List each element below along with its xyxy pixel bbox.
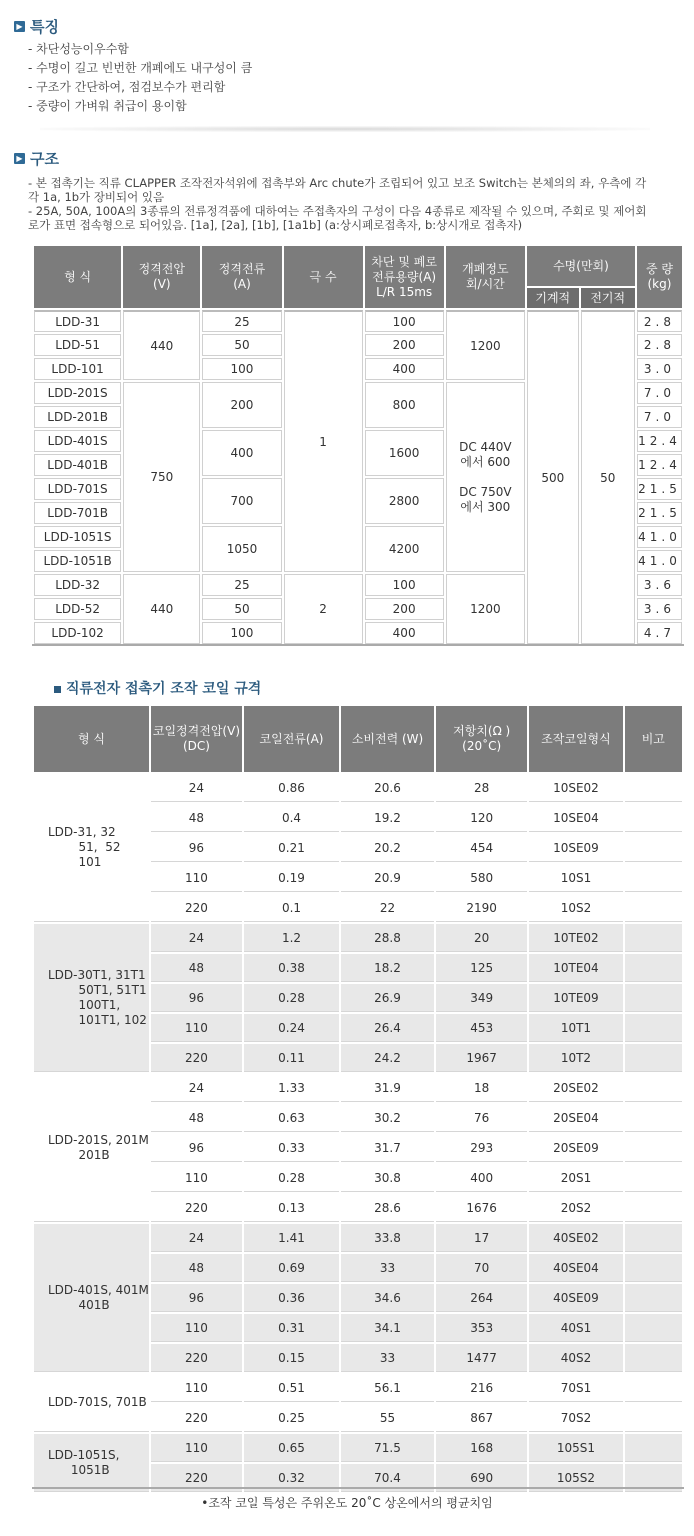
coil-type-cell: 10TE02 [529, 924, 622, 952]
poles-cell: 1 [284, 310, 363, 572]
coil-current-cell: 1.41 [244, 1224, 339, 1252]
coil-current-cell: 0.11 [244, 1044, 339, 1072]
coil-type-cell: 40SE02 [529, 1224, 622, 1252]
coil-current-cell: 0.21 [244, 834, 339, 862]
coil-voltage-cell: 220 [151, 1404, 242, 1432]
coil-current-cell: 0.28 [244, 984, 339, 1012]
features-heading [14, 16, 59, 37]
coil-note-cell [625, 864, 682, 892]
header-life-mech: 기계적 [527, 288, 579, 308]
coil-voltage-cell: 220 [151, 1344, 242, 1372]
features-title: 특징 [30, 18, 59, 36]
coil-type-cell: 10TE09 [529, 984, 622, 1012]
coil-current-cell: 0.1 [244, 894, 339, 922]
weight-cell: 3.6 [637, 598, 682, 620]
coil-voltage-cell: 220 [151, 1044, 242, 1072]
model-cell: LDD-701S [34, 478, 121, 500]
coil-voltage-cell: 110 [151, 1374, 242, 1402]
current-cell: 25 [202, 574, 281, 596]
bullet-arrow-icon: ▶ [14, 21, 25, 32]
coil-type-cell: 20SE02 [529, 1074, 622, 1102]
coil-model-cell: LDD-1051S, 1051B [34, 1434, 149, 1492]
current-cell: 50 [202, 334, 281, 356]
header-life: 수명(만회) [527, 246, 635, 286]
coil-header-current: 코일전류(A) [244, 706, 339, 772]
current-cell: 1050 [202, 526, 281, 572]
coil-voltage-cell: 96 [151, 834, 242, 862]
coil-note-cell [625, 1314, 682, 1342]
model-cell: LDD-1051S [34, 526, 121, 548]
coil-resistance-cell: 867 [436, 1404, 527, 1432]
coil-type-cell: 10TE04 [529, 954, 622, 982]
weight-cell: 3.6 [637, 574, 682, 596]
coil-note-cell [625, 1434, 682, 1462]
breaking-cell: 200 [365, 334, 444, 356]
coil-resistance-cell: 580 [436, 864, 527, 892]
coil-voltage-cell: 110 [151, 1164, 242, 1192]
coil-resistance-cell: 1967 [436, 1044, 527, 1072]
model-cell: LDD-51 [34, 334, 121, 356]
spec-table [32, 244, 684, 646]
section-divider [40, 126, 650, 132]
feature-item: - 수명이 길고 빈번한 개폐에도 내구성이 큼 [28, 61, 253, 75]
coil-power-cell: 20.9 [341, 864, 434, 892]
current-cell: 100 [202, 622, 281, 644]
coil-footnote: •조작 코일 특성은 주위온도 20˚C 상온에서의 평균치임 [201, 1496, 493, 1510]
features-list [28, 40, 252, 116]
header-voltage: 정격전압 (V) [123, 246, 200, 308]
current-cell: 400 [202, 430, 281, 476]
header-model: 형 식 [34, 246, 121, 308]
coil-type-cell: 40SE04 [529, 1254, 622, 1282]
coil-note-cell [625, 1014, 682, 1042]
coil-type-cell: 105S1 [529, 1434, 622, 1462]
coil-resistance-cell: 20 [436, 924, 527, 952]
coil-voltage-cell: 110 [151, 1014, 242, 1042]
feature-item: - 구조가 간단하여, 점검보수가 편리함 [28, 80, 226, 94]
coil-note-cell [625, 804, 682, 832]
coil-type-cell: 105S2 [529, 1464, 622, 1492]
coil-resistance-cell: 400 [436, 1164, 527, 1192]
feature-item: - 중량이 가벼워 취급이 용이함 [28, 99, 187, 113]
coil-current-cell: 0.51 [244, 1374, 339, 1402]
coil-type-cell: 40SE09 [529, 1284, 622, 1312]
coil-voltage-cell: 24 [151, 774, 242, 802]
coil-power-cell: 28.8 [341, 924, 434, 952]
coil-type-cell: 20S2 [529, 1194, 622, 1222]
breaking-cell: 2800 [365, 478, 444, 524]
table-bottom-rule [32, 1487, 684, 1489]
coil-power-cell: 55 [341, 1404, 434, 1432]
weight-cell: 7.0 [637, 406, 682, 428]
coil-resistance-cell: 454 [436, 834, 527, 862]
coil-type-cell: 70S2 [529, 1404, 622, 1432]
coil-current-cell: 1.33 [244, 1074, 339, 1102]
coil-current-cell: 0.31 [244, 1314, 339, 1342]
structure-paragraph: - 본 접촉기는 직류 CLAPPER 조작전자석위에 접촉부와 Arc chute가 조립되어 있고 보조 Switch는 본체의의 좌, 우측에 각각 1a, 1b가 장비되어 있음 [28, 176, 647, 204]
coil-type-cell: 10T1 [529, 1014, 622, 1042]
coil-model-cell: LDD-701S, 701B [34, 1374, 149, 1432]
coil-type-cell: 70S1 [529, 1374, 622, 1402]
coil-table-row [34, 1224, 682, 1252]
coil-power-cell: 26.9 [341, 984, 434, 1012]
weight-cell: 12.4 [637, 430, 682, 452]
model-cell: LDD-401S [34, 430, 121, 452]
coil-current-cell: 0.65 [244, 1434, 339, 1462]
voltage-cell: 440 [123, 574, 200, 644]
coil-power-cell: 19.2 [341, 804, 434, 832]
coil-current-cell: 0.28 [244, 1164, 339, 1192]
model-cell: LDD-102 [34, 622, 121, 644]
coil-resistance-cell: 76 [436, 1104, 527, 1132]
coil-resistance-cell: 28 [436, 774, 527, 802]
coil-table-row [34, 774, 682, 802]
coil-resistance-cell: 690 [436, 1464, 527, 1492]
coil-current-cell: 0.15 [244, 1344, 339, 1372]
coil-power-cell: 18.2 [341, 954, 434, 982]
current-cell: 700 [202, 478, 281, 524]
coil-power-cell: 34.6 [341, 1284, 434, 1312]
breaking-cell: 800 [365, 382, 444, 428]
coil-current-cell: 0.69 [244, 1254, 339, 1282]
breaking-cell: 4200 [365, 526, 444, 572]
model-cell: LDD-32 [34, 574, 121, 596]
coil-type-cell: 20SE04 [529, 1104, 622, 1132]
coil-resistance-cell: 1676 [436, 1194, 527, 1222]
voltage-cell: 440 [123, 310, 200, 380]
coil-header-resistance: 저항치(Ω ) (20˚C) [436, 706, 527, 772]
weight-cell: 2.8 [637, 334, 682, 356]
coil-voltage-cell: 48 [151, 804, 242, 832]
current-cell: 100 [202, 358, 281, 380]
coil-power-cell: 70.4 [341, 1464, 434, 1492]
frequency-cell: DC 440V 에서 600 DC 750V 에서 300 [446, 382, 525, 572]
coil-note-cell [625, 1104, 682, 1132]
model-cell: LDD-701B [34, 502, 121, 524]
coil-current-cell: 0.13 [244, 1194, 339, 1222]
coil-note-cell [625, 1374, 682, 1402]
coil-resistance-cell: 125 [436, 954, 527, 982]
coil-current-cell: 0.4 [244, 804, 339, 832]
weight-cell: 12.4 [637, 454, 682, 476]
coil-note-cell [625, 1344, 682, 1372]
coil-current-cell: 1.2 [244, 924, 339, 952]
current-cell: 200 [202, 382, 281, 428]
coil-header-coil-type: 조작코일형식 [529, 706, 622, 772]
model-cell: LDD-31 [34, 310, 121, 332]
coil-note-cell [625, 954, 682, 982]
coil-voltage-cell: 96 [151, 1284, 242, 1312]
coil-current-cell: 0.24 [244, 1014, 339, 1042]
breaking-cell: 1600 [365, 430, 444, 476]
current-cell: 25 [202, 310, 281, 332]
coil-resistance-cell: 1477 [436, 1344, 527, 1372]
coil-resistance-cell: 264 [436, 1284, 527, 1312]
coil-voltage-cell: 24 [151, 1074, 242, 1102]
coil-power-cell: 71.5 [341, 1434, 434, 1462]
header-current: 정격전류 (A) [202, 246, 281, 308]
breaking-cell: 200 [365, 598, 444, 620]
coil-note-cell [625, 1404, 682, 1432]
coil-table-row [34, 1074, 682, 1102]
coil-type-cell: 40S1 [529, 1314, 622, 1342]
coil-note-cell [625, 1074, 682, 1102]
coil-voltage-cell: 96 [151, 984, 242, 1012]
coil-model-cell: LDD-31, 32 51, 52 101 [34, 774, 149, 922]
life-elec-cell: 50 [581, 310, 635, 644]
coil-type-cell: 10T2 [529, 1044, 622, 1072]
weight-cell: 7.0 [637, 382, 682, 404]
coil-power-cell: 56.1 [341, 1374, 434, 1402]
coil-voltage-cell: 220 [151, 1194, 242, 1222]
coil-power-cell: 33 [341, 1344, 434, 1372]
structure-title: 구조 [30, 150, 59, 168]
coil-voltage-cell: 220 [151, 894, 242, 922]
model-cell: LDD-52 [34, 598, 121, 620]
coil-current-cell: 0.36 [244, 1284, 339, 1312]
coil-current-cell: 0.38 [244, 954, 339, 982]
coil-power-cell: 28.6 [341, 1194, 434, 1222]
coil-voltage-cell: 96 [151, 1134, 242, 1162]
coil-resistance-cell: 293 [436, 1134, 527, 1162]
breaking-cell: 100 [365, 574, 444, 596]
coil-voltage-cell: 24 [151, 924, 242, 952]
coil-resistance-cell: 17 [436, 1224, 527, 1252]
weight-cell: 4.7 [637, 622, 682, 644]
coil-voltage-cell: 220 [151, 1464, 242, 1492]
breaking-cell: 400 [365, 622, 444, 644]
header-poles: 극 수 [284, 246, 363, 308]
coil-type-cell: 10SE04 [529, 804, 622, 832]
coil-type-cell: 10SE02 [529, 774, 622, 802]
coil-note-cell [625, 1254, 682, 1282]
coil-power-cell: 31.9 [341, 1074, 434, 1102]
coil-type-cell: 20SE09 [529, 1134, 622, 1162]
header-weight: 중 량 (kg) [637, 246, 682, 308]
coil-note-cell [625, 1284, 682, 1312]
coil-voltage-cell: 24 [151, 1224, 242, 1252]
coil-power-cell: 30.8 [341, 1164, 434, 1192]
poles-cell: 2 [284, 574, 363, 644]
coil-table-title [54, 678, 261, 698]
current-cell: 50 [202, 598, 281, 620]
coil-note-cell [625, 1044, 682, 1072]
coil-type-cell: 10S1 [529, 864, 622, 892]
coil-resistance-cell: 120 [436, 804, 527, 832]
coil-resistance-cell: 216 [436, 1374, 527, 1402]
weight-cell: 21.5 [637, 478, 682, 500]
coil-header-power: 소비전력 (W) [341, 706, 434, 772]
coil-resistance-cell: 353 [436, 1314, 527, 1342]
coil-resistance-cell: 453 [436, 1014, 527, 1042]
structure-description [28, 176, 648, 232]
coil-resistance-cell: 2190 [436, 894, 527, 922]
coil-current-cell: 0.32 [244, 1464, 339, 1492]
breaking-cell: 400 [365, 358, 444, 380]
coil-table-row [34, 924, 682, 952]
coil-current-cell: 0.19 [244, 864, 339, 892]
coil-voltage-cell: 48 [151, 1104, 242, 1132]
square-bullet-icon [54, 686, 61, 693]
header-breaking: 차단 및 폐로 전류용량(A) L/R 15ms [365, 246, 444, 308]
coil-model-cell: LDD-401S, 401M 401B [34, 1224, 149, 1372]
coil-resistance-cell: 18 [436, 1074, 527, 1102]
coil-note-cell [625, 1194, 682, 1222]
bullet-arrow-icon: ▶ [14, 153, 25, 164]
coil-note-cell [625, 834, 682, 862]
coil-power-cell: 22 [341, 894, 434, 922]
coil-note-cell [625, 1134, 682, 1162]
coil-current-cell: 0.25 [244, 1404, 339, 1432]
weight-cell: 2.8 [637, 310, 682, 332]
coil-current-cell: 0.33 [244, 1134, 339, 1162]
coil-voltage-cell: 110 [151, 1434, 242, 1462]
model-cell: LDD-1051B [34, 550, 121, 572]
coil-type-cell: 10SE09 [529, 834, 622, 862]
coil-current-cell: 0.86 [244, 774, 339, 802]
model-cell: LDD-201B [34, 406, 121, 428]
header-life-elec: 전기적 [581, 288, 635, 308]
coil-power-cell: 33.8 [341, 1224, 434, 1252]
coil-voltage-cell: 48 [151, 954, 242, 982]
coil-header-note: 비고 [625, 706, 682, 772]
coil-table-title-text: 직류전자 접촉기 조작 코일 규격 [66, 681, 262, 697]
coil-header-model: 형 식 [34, 706, 149, 772]
coil-note-cell [625, 1224, 682, 1252]
coil-table-row [34, 1374, 682, 1402]
voltage-cell: 750 [123, 382, 200, 572]
coil-power-cell: 24.2 [341, 1044, 434, 1072]
coil-resistance-cell: 70 [436, 1254, 527, 1282]
weight-cell: 21.5 [637, 502, 682, 524]
weight-cell: 41.0 [637, 526, 682, 548]
coil-resistance-cell: 349 [436, 984, 527, 1012]
coil-power-cell: 31.7 [341, 1134, 434, 1162]
frequency-cell: 1200 [446, 310, 525, 380]
header-frequency: 개폐정도 회/시간 [446, 246, 525, 308]
coil-note-cell [625, 924, 682, 952]
model-cell: LDD-101 [34, 358, 121, 380]
coil-current-cell: 0.63 [244, 1104, 339, 1132]
breaking-cell: 100 [365, 310, 444, 332]
coil-type-cell: 10S2 [529, 894, 622, 922]
coil-model-cell: LDD-30T1, 31T1 50T1, 51T1 100T1, 101T1, 102 [34, 924, 149, 1072]
coil-resistance-cell: 168 [436, 1434, 527, 1462]
coil-power-cell: 30.2 [341, 1104, 434, 1132]
coil-voltage-cell: 110 [151, 864, 242, 892]
coil-spec-table [32, 704, 684, 1494]
coil-model-cell: LDD-201S, 201M 201B [34, 1074, 149, 1222]
coil-table-row [34, 1434, 682, 1462]
coil-type-cell: 20S1 [529, 1164, 622, 1192]
weight-cell: 3.0 [637, 358, 682, 380]
coil-note-cell [625, 984, 682, 1012]
coil-power-cell: 33 [341, 1254, 434, 1282]
model-cell: LDD-201S [34, 382, 121, 404]
coil-power-cell: 26.4 [341, 1014, 434, 1042]
table-bottom-rule [32, 644, 684, 646]
coil-power-cell: 20.6 [341, 774, 434, 802]
coil-note-cell [625, 774, 682, 802]
coil-power-cell: 20.2 [341, 834, 434, 862]
life-mech-cell: 500 [527, 310, 579, 644]
coil-header-voltage: 코일정격전압(V) (DC) [151, 706, 242, 772]
coil-voltage-cell: 110 [151, 1314, 242, 1342]
coil-power-cell: 34.1 [341, 1314, 434, 1342]
coil-note-cell [625, 894, 682, 922]
weight-cell: 41.0 [637, 550, 682, 572]
coil-voltage-cell: 48 [151, 1254, 242, 1282]
feature-item: - 차단성능이우수함 [28, 42, 129, 56]
coil-note-cell [625, 1164, 682, 1192]
frequency-cell: 1200 [446, 574, 525, 644]
structure-heading [14, 148, 59, 169]
coil-type-cell: 40S2 [529, 1344, 622, 1372]
model-cell: LDD-401B [34, 454, 121, 476]
structure-paragraph: - 25A, 50A, 100A의 3종류의 전류정격품에 대하여는 주접촉자의 구성이 다음 4종류로 제작될 수 있으며, 주회로 및 제어회로가 표면 접속형으로 되어있음. [1a], [2a], [1b], [1a1b] (a:상시폐로접촉자, b:상시개로 접촉자) [28, 204, 647, 232]
